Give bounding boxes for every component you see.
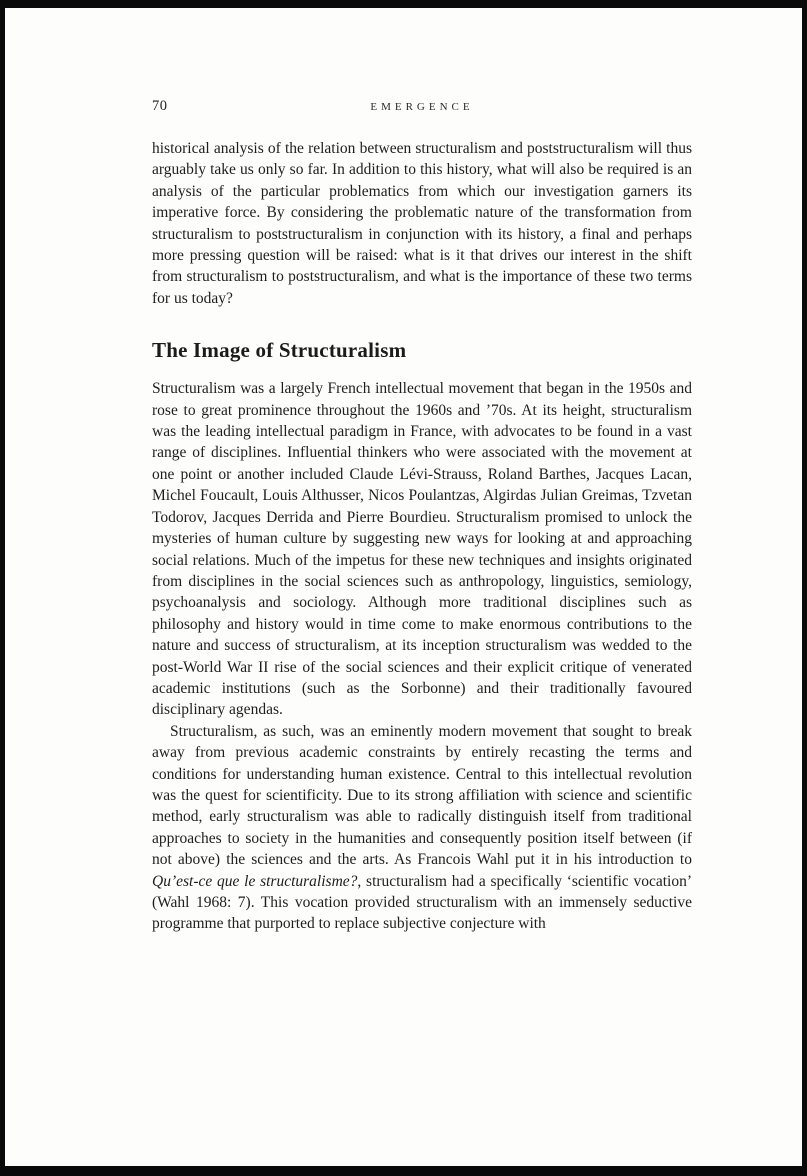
paragraph-image-of-structuralism: Structuralism was a largely French intellectual movement that began in the 1950s and rose to great prominence throughout the 1960s and ’70s. At its height, structuralism was the leading intellectual paradigm in France, with advocates to be found in a vast range of disciplines. Influential thinkers who were associated with the movement at one point or another included Claude Lévi-Strauss, Roland Barthes, Jacques Lacan, Michel Foucault, Louis Althusser, Nicos Poulantzas, Algirdas Julian Greimas, Tzvetan Todorov, Jacques Derrida and Pierre Bourdieu. Structuralism promised to unlock the mysteries of human culture by suggesting new ways for looking at and approaching social relations. Much of the impetus for these new techniques and insights originated from disciplines in the social sciences such as anthropology, linguistics, semiology, psychoanalysis and sociology. Although more traditional disciplines such as philosophy and history would in time come to make enormous contributions to the nature and success of structuralism, at its inception structuralism was wedded to the post-World War II rise of the social sciences and their explicit critique of venerated academic institutions (such as the Sorbonne) and their traditionally favoured disciplinary agendas. <box>152 380 692 719</box>
section-heading: The Image of Structuralism <box>152 338 407 363</box>
page-number: 70 <box>152 98 168 114</box>
page-header <box>152 96 692 118</box>
book-title-italic: Qu’est-ce que le structuralisme? <box>152 872 358 890</box>
paragraph-continuation: historical analysis of the relation between structuralism and poststructuralism will thus arguably take us only so far. In addition to this history, what will also be required is an analysis of the particular problematics from which our investigation garners its imperative force. By considering the problematic nature of the transformation from structuralism to poststructuralism in conjunction with its history, a final and perhaps more pressing question will be raised: what is it that drives our interest in the shift from structuralism to poststructuralism, and what is the importance of these two terms for us today? <box>152 140 692 307</box>
running-head: EMERGENCE <box>370 101 474 113</box>
paragraph-modern-text-after: , structuralism had a specifically ‘scientific vocation’ (Wahl 1968: 7). This vocation provided structuralism with an immensely seductive programme that purported to replace subjective conjecture with <box>152 872 692 933</box>
text-block <box>152 96 692 935</box>
paragraph-modern-movement <box>152 721 692 935</box>
book-page <box>5 8 802 1166</box>
paragraph-modern-text-before: Structuralism, as such, was an eminently modern movement that sought to break away from previous academic constraints by entirely recasting the terms and conditions for understanding human existence. Central to this intellectual revolution was the quest for scientificity. Due to its strong affiliation with science and scientific method, early structuralism was able to radically distinguish itself from traditional approaches to society in the humanities and consequently position itself between (if not above) the sciences and the arts. As Francois Wahl put it in his introduction to <box>152 722 692 869</box>
